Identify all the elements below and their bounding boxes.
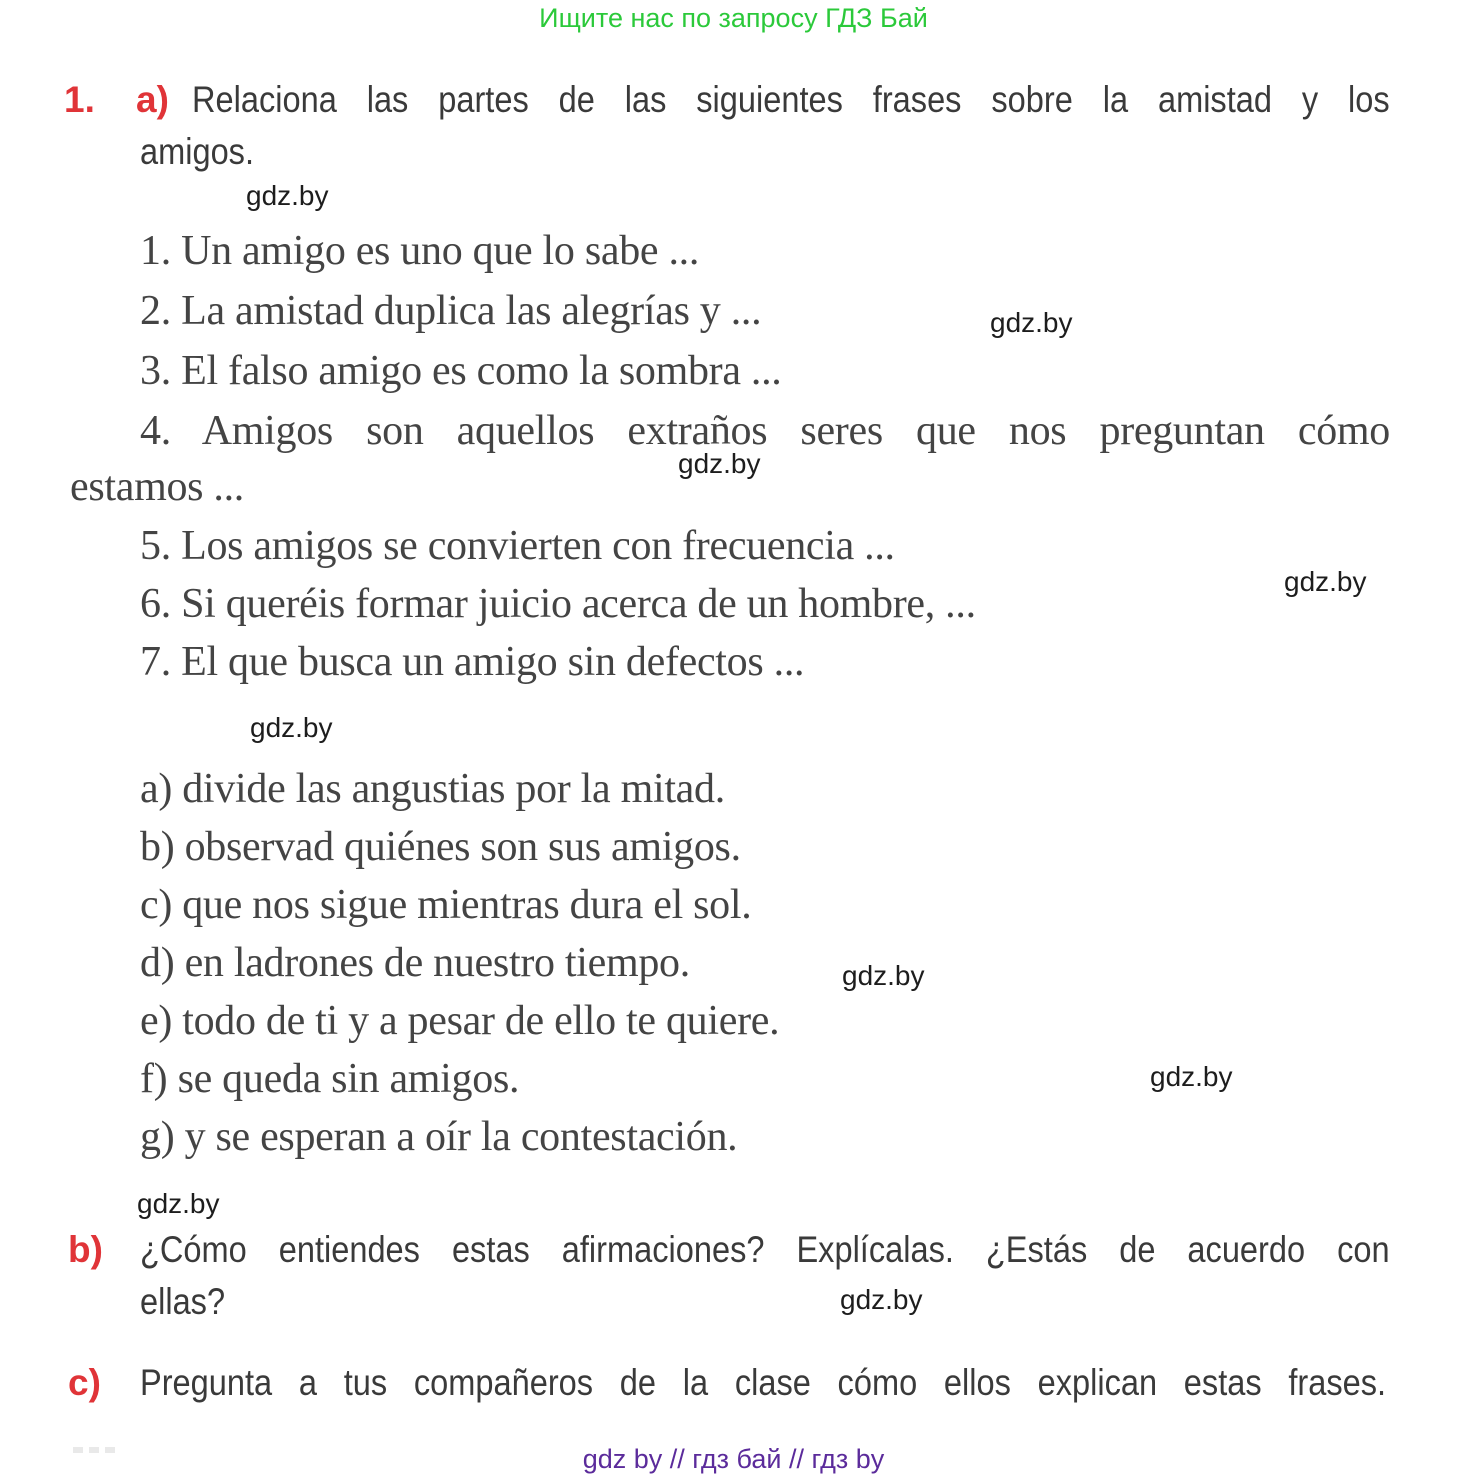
ending-text: y se esperan a oír la contestación. xyxy=(184,1114,738,1160)
part-c-label: c) xyxy=(68,1362,101,1403)
phrase-item xyxy=(140,639,804,685)
phrase-number: 5. xyxy=(140,523,171,569)
phrase-number: 1. xyxy=(140,228,171,274)
ending-item xyxy=(140,1056,519,1102)
site-banner: Ищите нас по запросу ГДЗ Бай xyxy=(539,3,928,33)
phrase-number: 2. xyxy=(140,288,171,334)
ending-text: se queda sin amigos. xyxy=(177,1056,520,1102)
part-c-text: Pregunta a tus compañeros de la clase cómo ellos explican estas frases. xyxy=(140,1362,1387,1403)
phrase-text: El que busca un amigo sin defectos ... xyxy=(181,639,805,685)
ending-text: divide las angustias por la mitad. xyxy=(182,766,725,812)
part-a-instruction-line1: Relaciona las partes de las siguientes frases sobre la amistad y los xyxy=(192,79,1390,120)
gdzby-watermark: gdz.by xyxy=(840,1284,923,1315)
ending-item xyxy=(140,1114,737,1160)
phrase-number: 6. xyxy=(140,581,171,627)
phrase-text: Si queréis formar juicio acerca de un hombre, ... xyxy=(181,581,976,627)
part-b-text-line1: ¿Cómo entiendes estas afirmaciones? Explícalas. ¿Estás de acuerdo con xyxy=(140,1229,1390,1270)
ending-item xyxy=(140,824,741,870)
ending-letter: f) xyxy=(140,1056,168,1102)
phrase-item xyxy=(140,228,699,274)
gdzby-watermark: gdz.by xyxy=(250,712,333,743)
gdzby-watermark: gdz.by xyxy=(1284,566,1367,597)
footer-watermark: gdz by // гдз бай // гдз by xyxy=(582,1444,885,1474)
phrase-item xyxy=(140,288,761,334)
phrase-text: Amigos son aquellos extraños seres que nos preguntan cómo xyxy=(201,408,1390,454)
phrase-item xyxy=(140,348,782,394)
gdzby-watermark: gdz.by xyxy=(678,448,761,479)
phrase-number: 4. xyxy=(140,408,171,454)
ending-text: que nos sigue mientras dura el sol. xyxy=(182,882,752,928)
phrase-continuation: estamos ... xyxy=(70,464,245,510)
ending-letter: c) xyxy=(140,882,173,928)
gdzby-watermark: gdz.by xyxy=(1150,1061,1233,1092)
phrase-item xyxy=(140,408,1390,454)
ending-text: observad quiénes son sus amigos. xyxy=(184,824,741,870)
part-a-instruction-line2: amigos. xyxy=(140,131,255,172)
gdzby-watermark: gdz.by xyxy=(246,180,329,211)
gdzby-watermark: gdz.by xyxy=(842,960,925,991)
gdzby-watermark: gdz.by xyxy=(137,1188,220,1219)
ending-letter: g) xyxy=(140,1114,175,1160)
part-a-label: a) xyxy=(136,79,169,120)
part-b-label: b) xyxy=(68,1229,103,1270)
ending-text: todo de ti y a pesar de ello te quiere. xyxy=(182,998,780,1044)
ending-text: en ladrones de nuestro tiempo. xyxy=(184,940,690,986)
ending-letter: e) xyxy=(140,998,173,1044)
ending-item xyxy=(140,766,725,812)
phrase-text: Un amigo es uno que lo sabe ... xyxy=(181,228,700,274)
ending-item xyxy=(140,882,751,928)
phrase-text: Los amigos se convierten con frecuencia ... xyxy=(181,523,895,569)
phrase-number: 3. xyxy=(140,348,171,394)
phrase-item xyxy=(140,523,895,569)
ending-item xyxy=(140,940,690,986)
part-b-text-line2: ellas? xyxy=(140,1281,226,1322)
exercise-number: 1. xyxy=(64,79,95,120)
ending-letter: b) xyxy=(140,824,175,870)
ending-letter: a) xyxy=(140,766,173,812)
ending-letter: d) xyxy=(140,940,175,986)
ending-item xyxy=(140,998,779,1044)
phrase-number: 7. xyxy=(140,639,171,685)
gdzby-watermark: gdz.by xyxy=(990,307,1073,338)
phrase-item xyxy=(140,581,976,627)
phrase-text: La amistad duplica las alegrías y ... xyxy=(181,288,762,334)
phrase-text: El falso amigo es como la sombra ... xyxy=(181,348,782,394)
